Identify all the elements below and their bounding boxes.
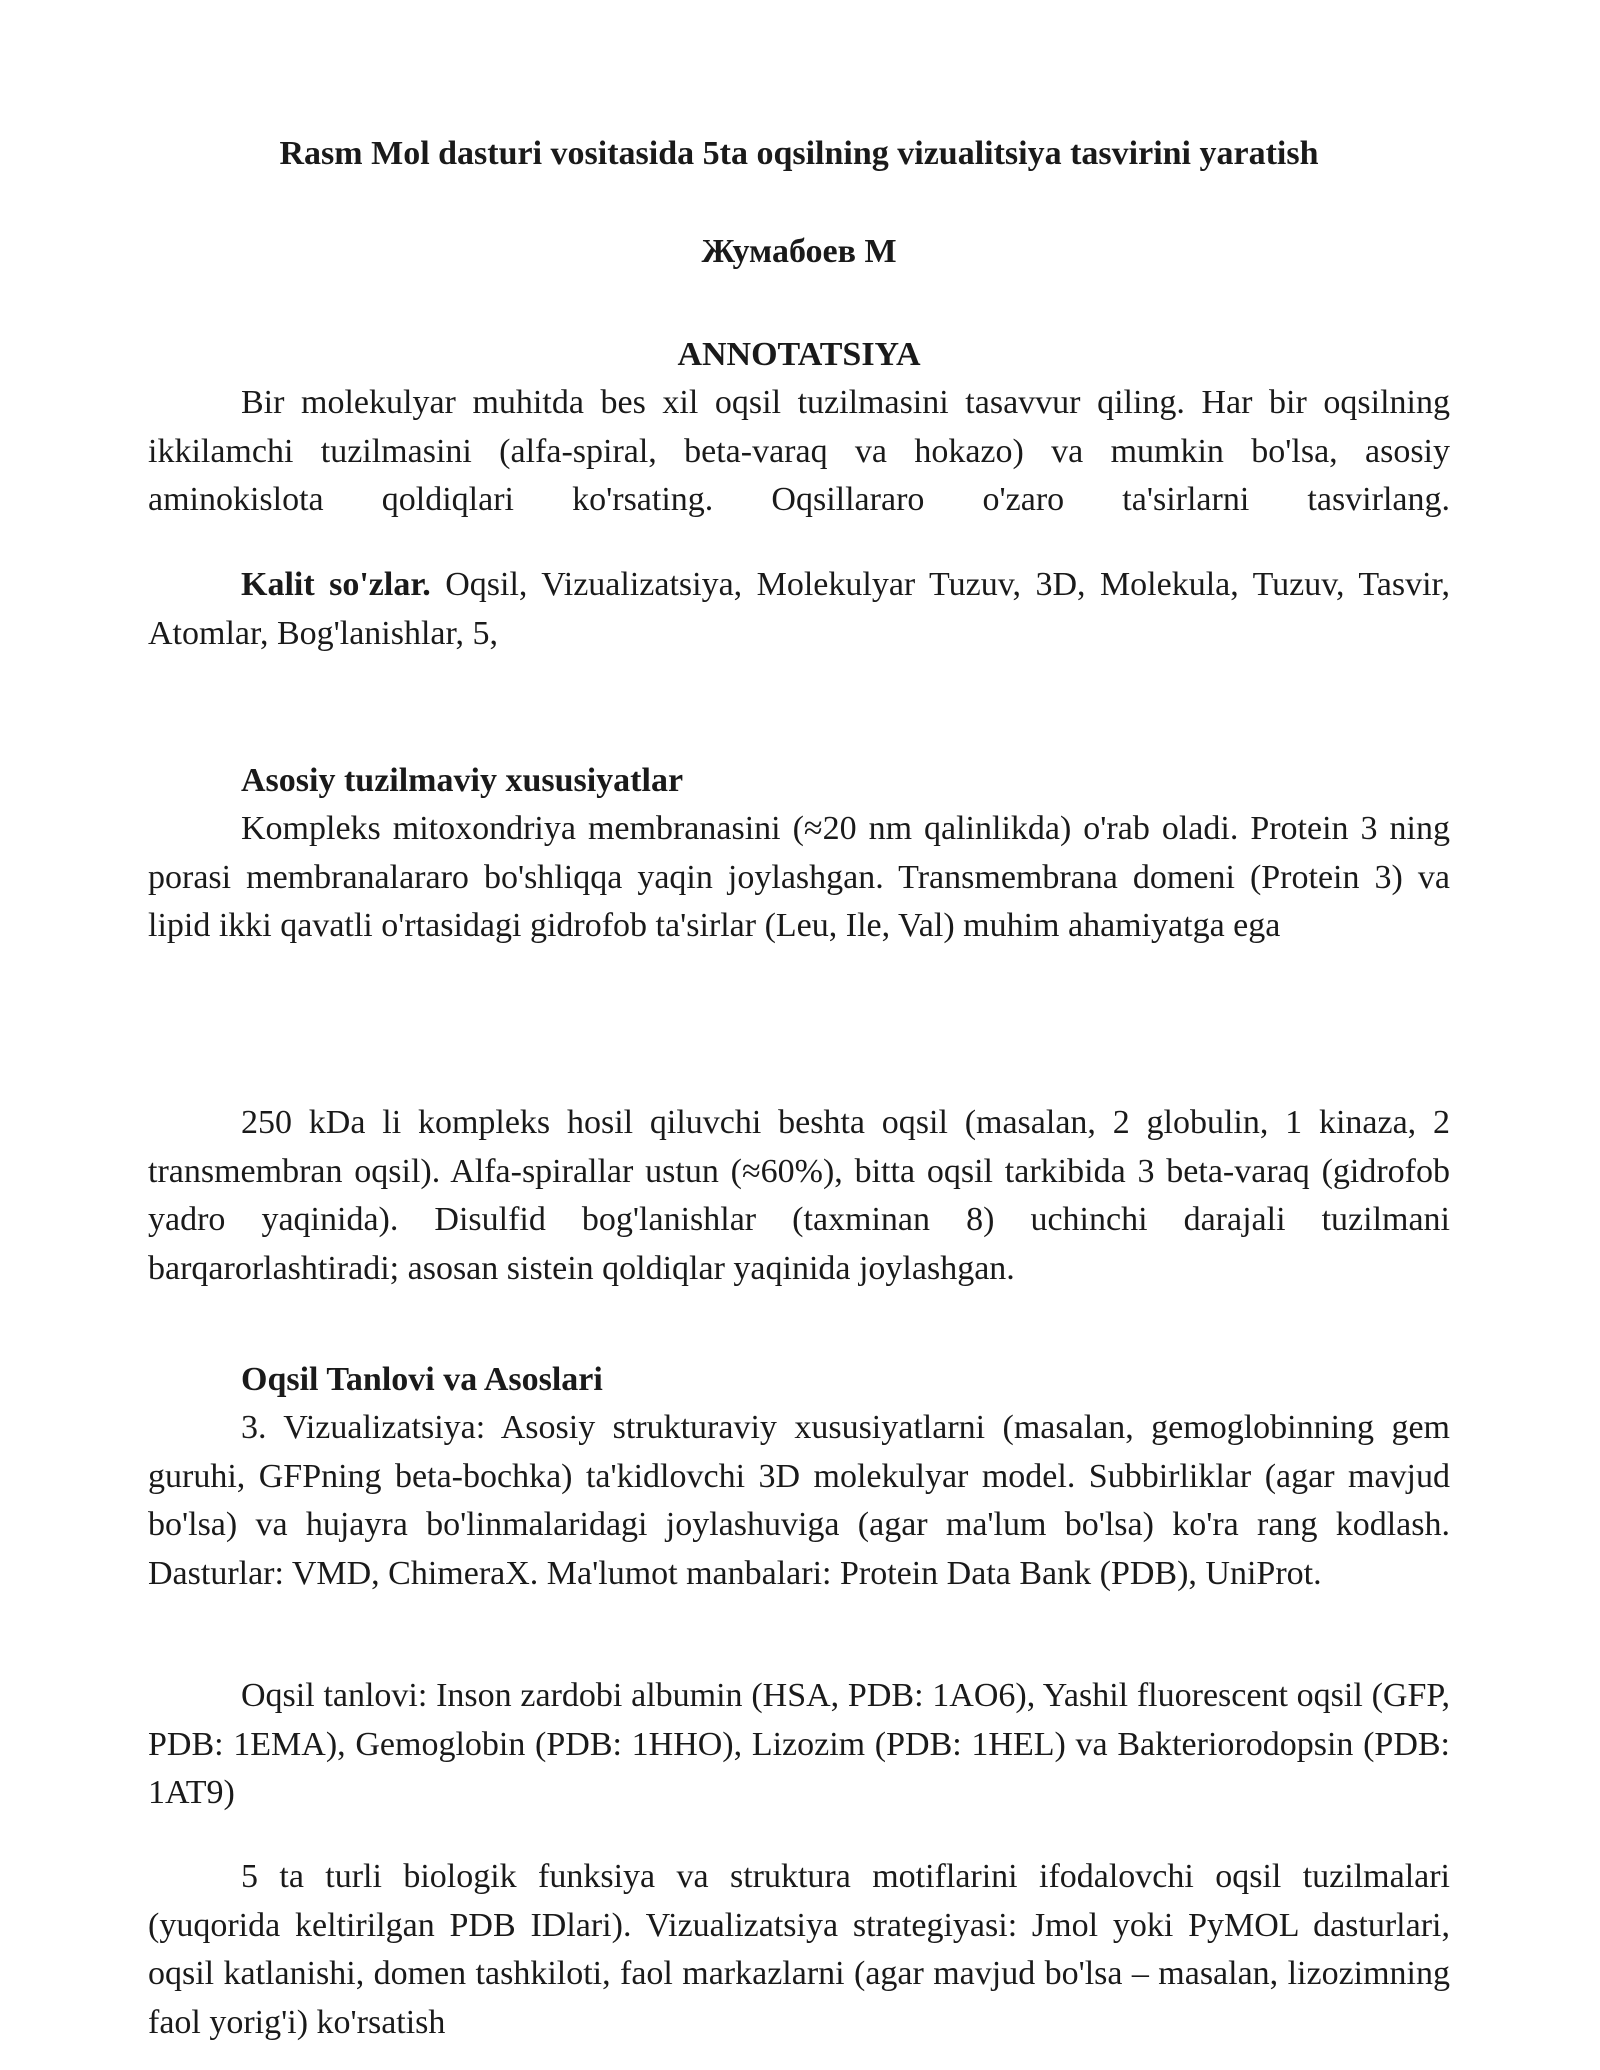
section-heading-structural-features: Asosiy tuzilmaviy xususiyatlar <box>241 762 684 799</box>
annotation-heading: ANNOTATSIYA <box>677 336 921 373</box>
protein-selection-paragraph-1: 3. Vizualizatsiya: Asosiy strukturaviy xususiyatlarni (masalan, gemoglobinning gem guruhi, GFPning beta-bochka) ta'kidlovchi 3D molekulyar model. Subbirliklar (agar mavjud bo'lsa) va hujayra bo'linmalaridagi joylashuviga (agar ma'lum bo'lsa) ko'ra rang kodlash. Dasturlar: VMD, ChimeraX. Ma'lumot manbalari: Protein Data Bank (PDB), UniProt. <box>148 1409 1450 1592</box>
document-author: Жумабоев М <box>701 233 897 270</box>
section-heading-protein-selection: Oqsil Tanlovi va Asoslari <box>241 1361 603 1398</box>
keywords-text: Oqsil, Vizualizatsiya, Molekulyar Tuzuv, 3D, Molekula, Tuzuv, Tasvir, Atomlar, Bog'lanishlar, 5, <box>148 566 1450 652</box>
keywords-paragraph <box>148 561 1450 658</box>
structural-features-paragraph-1: Kompleks mitoxondriya membranasini (≈20 nm qalinlikda) o'rab oladi. Protein 3 ning porasi membranalararo bo'shliqqa yaqin joylashgan. Transmembrana domeni (Protein 3) va lipid ikki qavatli o'rtasidagi gidrofob ta'sirlar (Leu, Ile, Val) muhim ahamiyatga ega <box>148 810 1450 944</box>
protein-selection-paragraph-2: Oqsil tanlovi: Inson zardobi albumin (HSA, PDB: 1AO6), Yashil fluorescent oqsil (GFP, PDB: 1EMA), Gemoglobin (PDB: 1HHO), Lizozim (PDB: 1HEL) va Bakteriorodopsin (PDB: 1AT9) <box>148 1677 1450 1811</box>
document-title: Rasm Mol dasturi vositasida 5ta oqsilning vizualitsiya tasvirini yaratish <box>279 135 1319 172</box>
protein-selection-paragraph-3: 5 ta turli biologik funksiya va struktura motiflarini ifodalovchi oqsil tuzilmalari (yuqorida keltirilgan PDB IDlari). Vizualizatsiya strategiyasi: Jmol yoki PyMOL dasturlari, oqsil katlanishi, domen tashkiloti, faol markazlarni (agar mavjud bo'lsa – masalan, lizozimning faol yorig'i) ko'rsatish <box>148 1858 1450 2041</box>
structural-features-paragraph-2: 250 kDa li kompleks hosil qiluvchi beshta oqsil (masalan, 2 globulin, 1 kinaza, 2 transmembran oqsil). Alfa-spirallar ustun (≈60%), bitta oqsil tarkibida 3 beta-varaq (gidrofob yadro yaqinida). Disulfid bog'lanishlar (taxminan 8) uchinchi darajali tuzilmani barqarorlashtiradi; asosan sistein qoldiqlar yaqinida joylashgan. <box>148 1104 1450 1287</box>
keywords-label: Kalit so'zlar. <box>241 566 431 603</box>
annotation-paragraph: Bir molekulyar muhitda bes xil oqsil tuzilmasini tasavvur qiling. Har bir oqsilning ikkilamchi tuzilmasini (alfa-spiral, beta-varaq va hokazo) va mumkin bo'lsa, asosiy aminokislota qoldiqlari ko'rsating. Oqsillararo o'zaro ta'sirlarni tasvirlang. <box>148 384 1450 518</box>
